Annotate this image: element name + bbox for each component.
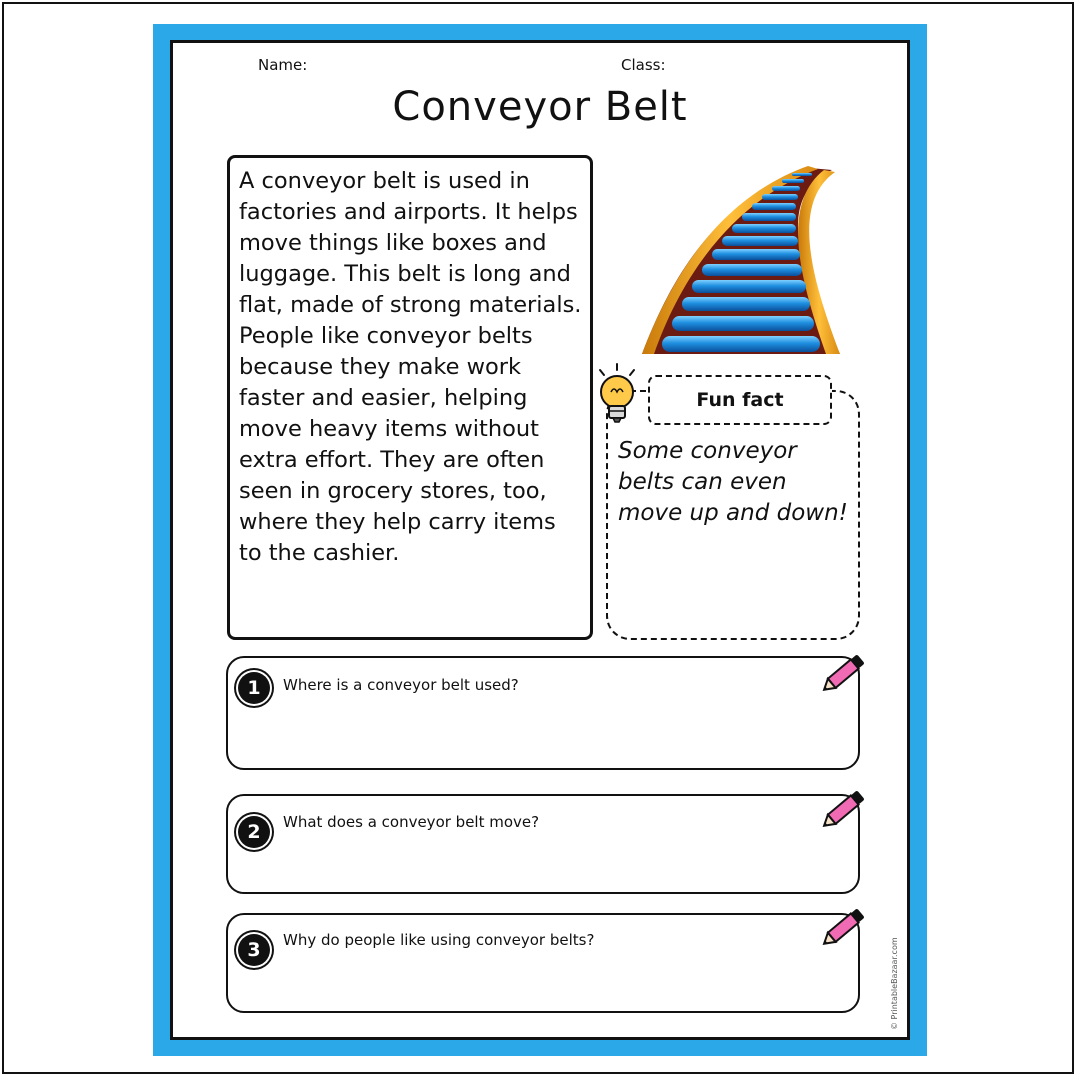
question-number-3: 3 bbox=[238, 934, 270, 966]
class-label: Class: bbox=[621, 56, 666, 74]
question-number-1: 1 bbox=[238, 672, 270, 704]
fun-fact-label: Fun fact bbox=[648, 375, 832, 425]
conveyor-belt-illustration bbox=[640, 160, 840, 356]
pencil-icon bbox=[818, 650, 870, 696]
question-text-2: What does a conveyor belt move? bbox=[283, 813, 540, 831]
answer-box-2[interactable] bbox=[226, 794, 860, 894]
pencil-icon bbox=[818, 904, 870, 950]
reading-passage-box bbox=[227, 155, 593, 640]
question-text-3: Why do people like using conveyor belts? bbox=[283, 931, 595, 949]
answer-box-1[interactable] bbox=[226, 656, 860, 770]
page-title: Conveyor Belt bbox=[392, 84, 688, 130]
fun-fact-text: Some conveyor belts can even move up and down! bbox=[618, 438, 848, 526]
copyright-credit: © PrintableBazaar.com bbox=[890, 937, 899, 1030]
name-label: Name: bbox=[258, 56, 308, 74]
reading-passage: A conveyor belt is used in factories and airports. It helps move things like boxes and luggage. This belt is long and flat, made of strong materials. People like conveyor belts because they make work faster and easier, helping move heavy items without extra effort. They are often seen in grocery stores, too, where they help carry items to the cashier. bbox=[239, 168, 582, 566]
answer-box-3[interactable] bbox=[226, 913, 860, 1013]
question-number-2: 2 bbox=[238, 816, 270, 848]
pencil-icon bbox=[818, 786, 870, 832]
lightbulb-icon bbox=[594, 362, 640, 426]
question-text-1: Where is a conveyor belt used? bbox=[283, 676, 519, 694]
